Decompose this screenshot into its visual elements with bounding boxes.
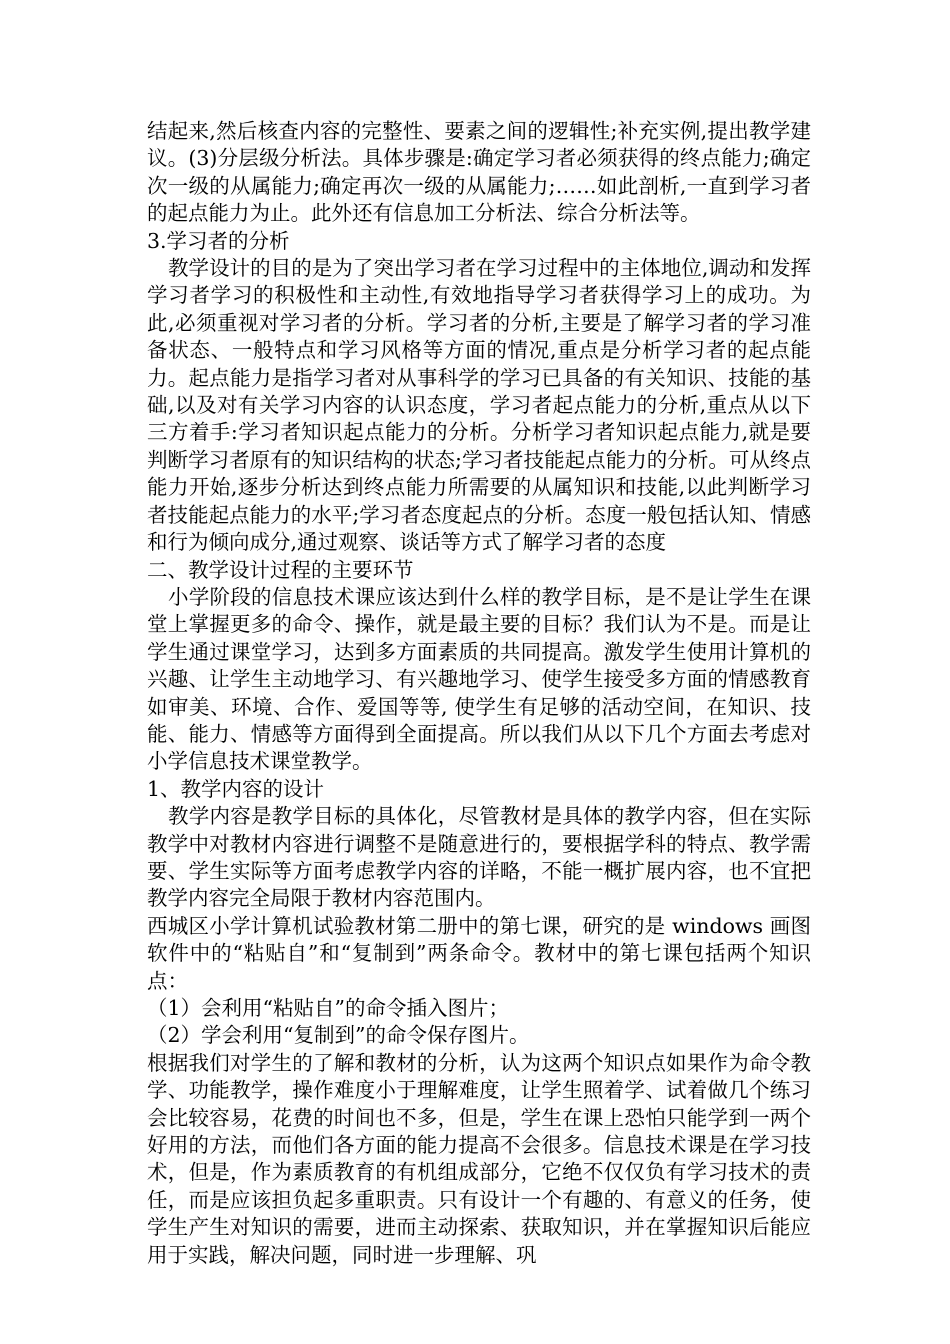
list-item-knowledge-point-2: （2）学会利用“复制到”的命令保存图片。 bbox=[147, 1023, 530, 1048]
list-item-knowledge-point-1: （1）会利用“粘贴自”的命令插入图片； bbox=[147, 996, 510, 1020]
paragraph-textbook-lesson: 西城区小学计算机试验教材第二册中的第七课，研究的是 windows 画图软件中的“粘贴自”和“复制到”两条命令。教材中的第七课包括两个知识点： bbox=[147, 913, 811, 993]
paragraph-learner-analysis: 教学设计的目的是为了突出学习者在学习过程中的主体地位,调动和发挥学习者学习的积极性和主动性,有效地指导学习者获得学习上的成功。为此,必须重视对学习者的分析。学习者的分析,主要是了解学习者的学习准备状态、一般特点和学习风格等方面的情况,重点是分析学习者的起点能力。起点能力是指学习者对从事科学的学习已具备的有关知识、技能的基础,以及对有关学习内容的认识态度，学习者起点能力的分析,重点从以下三方着手:学习者知识起点能力的分析。分析学习者知识起点能力,就是要判断学习者原有的知识结构的状态;学习者技能起点能力的分析。可从终点能力开始,逐步分析达到终点能力所需要的从属知识和技能,以此判断学习者技能起点能力的水平;学习者态度起点的分析。态度一般包括认知、情感和行为倾向成分,通过观察、谈话等方式了解学习者的态度 bbox=[147, 256, 811, 555]
paragraph-analysis-methods: 结起来,然后核查内容的完整性、要素之间的逻辑性;补充实例,提出教学建议。(3)分层级分析法。具体步骤是:确定学习者必须获得的终点能力;确定次一级的从属能力;确定再次一级的从属能力;……如此剖析,一直到学习者的起点能力为止。此外还有信息加工分析法、综合分析法等。 bbox=[147, 119, 811, 226]
paragraph-teaching-goals: 小学阶段的信息技术课应该达到什么样的教学目标，是不是让学生在课堂上掌握更多的命令、操作，就是最主要的目标？我们认为不是。而是让学生通过课堂学习，达到多方面素质的共同提高。激发学生使用计算机的兴趣、让学生主动地学习、有兴趣地学习、使学生接受多方面的情感教育如审美、环境、合作、爱国等等, 使学生有足够的活动空间，在知识、技能、能力、情感等方面得到全面提高。所以我们从以下几个方面去考虑对小学信息技术课堂教学。 bbox=[147, 584, 811, 774]
section-heading-content-design: 1、教学内容的设计 bbox=[147, 776, 325, 801]
paragraph-content-design: 教学内容是教学目标的具体化，尽管教材是具体的教学内容，但在实际教学中对教材内容进行调整不是随意进行的，要根据学科的特点、教学需要、学生实际等方面考虑教学内容的详略，不能一概扩展内容，也不宜把教学内容完全局限于教材内容范围内。 bbox=[147, 804, 811, 911]
document-page bbox=[147, 118, 811, 1269]
paragraph-student-analysis: 根据我们对学生的了解和教材的分析，认为这两个知识点如果作为命令教学、功能教学，操作难度小于理解难度，让学生照着学、试着做几个练习会比较容易，花费的时间也不多，但是，学生在课上恐怕只能学到一两个好用的方法，而他们各方面的能力提高不会很多。信息技术课是在学习技术，但是，作为素质教育的有机组成部分，它绝不仅仅负有学习技术的责任，而是应该担负起多重职责。只有设计一个有趣的、有意义的任务，使学生产生对知识的需要，进而主动探索、获取知识，并在掌握知识后能应用于实践，解决问题，同时进一步理解、巩 bbox=[147, 1050, 811, 1267]
section-heading-learner-analysis: 3.学习者的分析 bbox=[147, 228, 290, 253]
section-heading-design-process: 二、教学设计过程的主要环节 bbox=[147, 557, 414, 582]
